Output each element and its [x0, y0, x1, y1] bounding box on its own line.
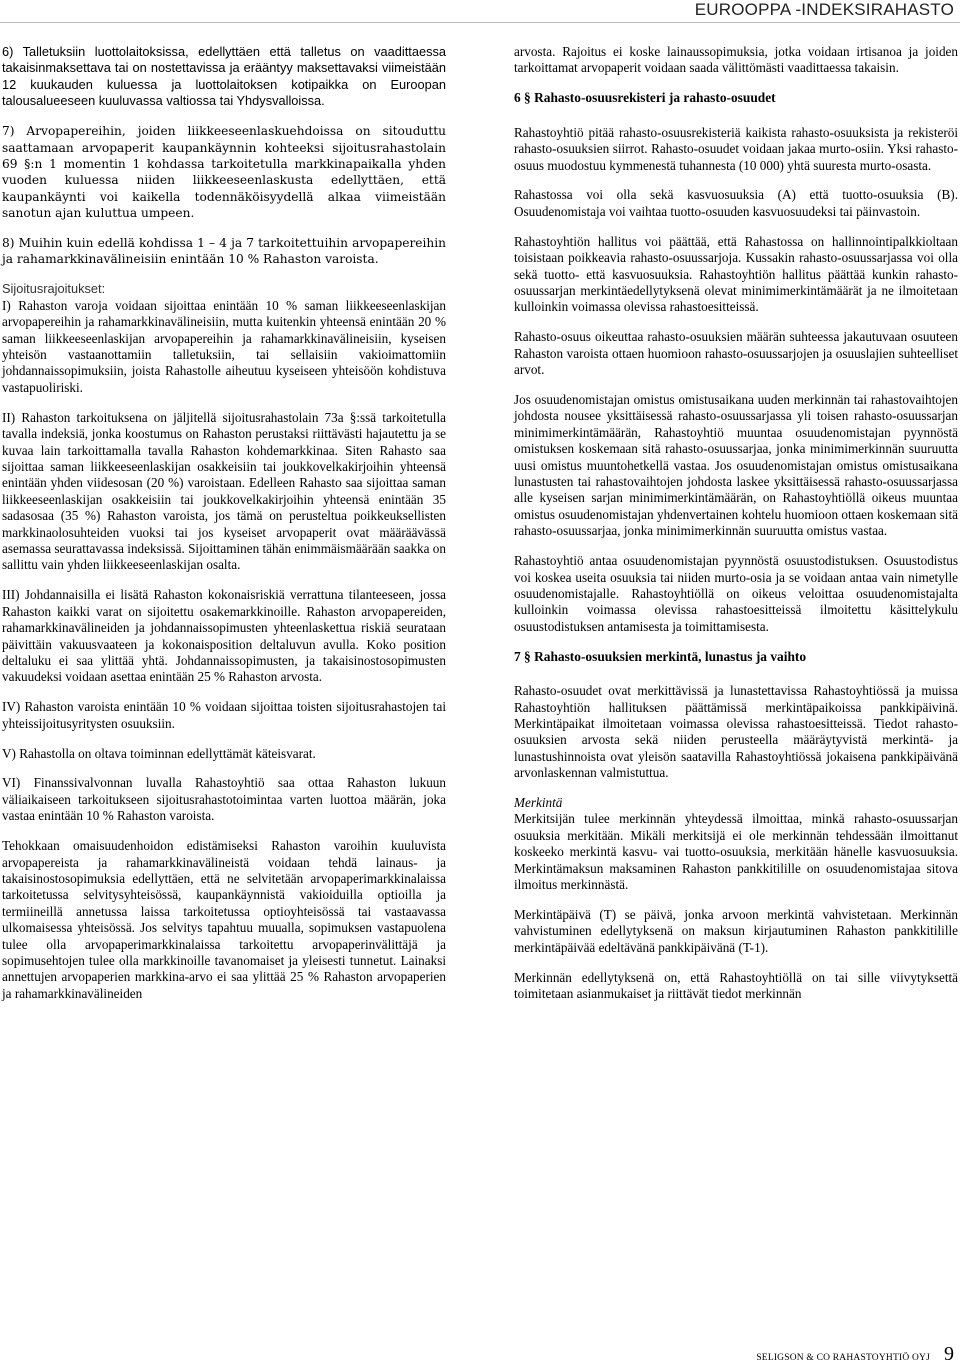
paragraph-restriction-1: I) Rahaston varoja voidaan sijoittaa enintään 10 % saman liikkeeseenlaskijan arvopapereihin ja rahamarkkinavälineisiin, mutta kuitenkin yhteensä enintään 20 % saman liikkeeseenlaskijan arvopapereihin ja rahamarkkinavälineisiin, kyseisen yhteisön vastaanottamiin talletuksiin, tai sellaisiin vakioimattomiin johdannaissopimuksiin, joista Rahastolle aiheutuu kyseiseen yhteisöön kohdistuva vastapuoliriski. — [2, 297, 446, 395]
paragraph-restriction-6: VI) Finanssivalvonnan luvalla Rahastoyhtiö saa ottaa Rahaston lukuun väliaikaiseen tarkoitukseen sijoitusrahastotoimintaa varten luottoa määrän, joka vastaa enintään 10 % Rahaston varoista. — [2, 775, 446, 824]
document-header-title: EUROOPPA -INDEKSIRAHASTO — [694, 0, 954, 19]
section-heading-7: 7 § Rahasto-osuuksien merkintä, lunastus ja vaihto — [514, 648, 807, 664]
subscription-subheading: Merkintä — [514, 795, 563, 811]
paragraph-restriction-2: II) Rahaston tarkoituksena on jäljitellä sijoitusrahastolain 73a §:ssä tarkoitetulla tavalla indeksiä, jonka koostumus on Rahaston perustaksi riittävästi hajautettu ja se kuvaa lain tarkoittamalla tavalla Rahaston kohdemarkkinaa. Siten Rahasto saa sijoittaa saman liikkeeseenlaskijan osakkeisiin tai joukkovelkakirjoihin yhteensä enintään yhden viidesosan (20 %) varoistaan. Edelleen Rahasto saa sijoittaa saman liikkeeseenlaskijan osakkeisiin tai joukkovelkakirjoihin yhteensä enintään 35 sadasosaa (35 %) Rahaston varoista, jos tämä on perusteltua poikkeuksellisten markkinaolosuhteiden vuoksi tai jos kyseiset arvopaperit ovat määräävässä asemassa seurattavassa indeksissä. Sijoittaminen tähän enimmäismäärään saakka on sallittu vain yhden liikkeeseenlaskijan osalta. — [2, 409, 446, 573]
paragraph-unit-series: Rahastoyhtiön hallitus voi päättää, että Rahastossa on hallinnointipalkkioltaan toisistaan poikkeavia rahasto-osuussarjoja. Kussakin rahasto-osuussarjassa voi olla sekä tuotto- että kasvuosuuksia. Rahastoyhtiön hallitus päättää kunkin rahasto-osuussarjan merkintäedellytyksenä olevat minimimerkintämäärät ja ne ilmoitetaan kulloinkin voimassa olevissa rahastoesitteissä. — [514, 233, 958, 315]
paragraph-lending-continued: arvosta. Rajoitus ei koske lainaussopimuksia, jotka voidaan irtisanoa ja joiden tarkoittamat arvopaperit voidaan saada välittömästi vaadittaessa takaisin. — [514, 44, 958, 76]
paragraph-subscription-notice: Merkitsijän tulee merkinnän yhteydessä ilmoittaa, minkä rahasto-osuussarjan osuuksia merkitään. Mikäli merkitsijä ei ole merkinnän tehdessään ilmoittanut koskeeko merkintä kasvu- vai tuotto-osuuksia, merkitään hänelle kasvuosuuksia. Merkintämaksun maksaminen Rahaston pankkitilille on osuudenomistajaa sitova ilmoitus merkinnästä. — [514, 811, 958, 893]
paragraph-item-8: 8) Muihin kuin edellä kohdissa 1 – 4 ja 7 tarkoitettuihin arvopapereihin ja rahamarkkinavälineisiin enintään 10 % Rahaston varoista. — [2, 236, 446, 267]
paragraph-register: Rahastoyhtiö pitää rahasto-osuusrekisteriä kaikista rahasto-osuuksista ja rekisteröi rahasto-osuuksien siirrot. Rahasto-osuudet voidaan jakaa murto-osiin. Yksi rahasto-osuus muodostuu kymmenestä tuhannesta (10 000) yhtä suuresta murto-osasta. — [514, 124, 958, 173]
investment-restrictions-subheading: Sijoitusrajoitukset: — [2, 281, 106, 297]
paragraph-restriction-5: V) Rahastolla on oltava toiminnan edellyttämät käteisvarat. — [2, 745, 316, 761]
paragraph-unit-certificate: Rahastoyhtiö antaa osuudenomistajan pyynnöstä osuustodistuksen. Osuustodistus voi koskea useita osuuksia tai niiden murto-osia ja se voidaan antaa vain nimetylle osuudenomistajalle. Rahastoyhtiöllä on oikeus veloittaa osuudenomistajalta kulloinkin voimassa olevissa rahastoesitteissä ilmoitettu käsittelykulu osuustodistuksen antamisesta ja toimittamisesta. — [514, 553, 958, 634]
section-heading-6: 6 § Rahasto-osuusrekisteri ja rahasto-osuudet — [514, 90, 776, 106]
paragraph-subscription-redemption: Rahasto-osuudet ovat merkittävissä ja lunastettavissa Rahastoyhtiössä ja muissa Rahastoyhtiön hallituksen päättämissä merkintäpaikoissa pankkipäivinä. Merkintäpaikat ilmoitetaan voimassa olevissa rahastoesitteissä. Tiedot rahasto-osuuksien arvosta sekä niiden perusteella määräytyvistä merkintä- ja lunastushinnoista ovat yleisön saatavilla Rahastoyhtiössä jokaisena pankkipäivänä arvonlaskennan valmistuttua. — [514, 683, 958, 781]
paragraph-unit-types: Rahastossa voi olla sekä kasvuosuuksia (A) että tuotto-osuuksia (B). Osuudenomistaja voi vaihtaa tuotto-osuuden kasvuosuudeksi tai päinvastoin. — [514, 187, 958, 219]
paragraph-item-6: 6) Talletuksiin luottolaitoksissa, edellyttäen että talletus on vaadittaessa takaisinmaksettava tai on nostettavissa ja erääntyy maksettavaksi viimeistään 12 kuukauden kuluessa ja luottolaitoksen kotipaikka on Euroopan talousalueeseen kuuluvassa valtiossa tai Yhdysvalloissa. — [2, 44, 446, 109]
right-column — [514, 44, 958, 1003]
paragraph-unit-entitlement: Rahasto-osuus oikeuttaa rahasto-osuuksien määrän suhteessa jakautuvaan osuuteen Rahaston varoista ottaen huomioon rahasto-osuussarjojen ja osuuslajien suhteelliset arvot. — [514, 329, 958, 378]
paragraph-series-conversion: Jos osuudenomistajan omistus omistusaikana uuden merkinnän tai rahastovaihtojen johdosta nousee yksittäisessä rahasto-osuussarjassa yli toisen rahasto-osuussarjan minimimerkintämäärän, Rahastoyhtiö muuntaa osuudenomistajan pyynnöstä omistuksen koskemaan sitä rahasto-osuussarjaa, jonka minimimerkinnän suuruutta uusi omistus muuntohetkellä vastaa. Jos osuudenomistajan omistus omistusaikana lunastusten tai rahastovaihtojen johdosta laskee yksittäisessä rahasto-osuussarjassa alle kyseisen sarjan minimimerkintämäärän, on Rahastoyhtiöllä oikeus muuntaa omistus osuudenomistajan yhdenvertainen kohtelu huomioon ottaen koskemaan sitä rahasto-osuussarjaa, jonka minimimerkinnän suuruutta omistus vastaa. — [514, 392, 958, 539]
header-divider — [0, 22, 960, 23]
paragraph-securities-lending: Tehokkaan omaisuudenhoidon edistämiseksi Rahaston varoihin kuuluvista arvopapereista ja rahamarkkinavälineistä voidaan tehdä lainaus- ja takaisinostosopimuksia edellyttäen, että ne selvitetään arvopaperimarkkinalaissa tarkoitetussa selvitysyhteisössä, kaupankäynnistä vakioiduilla optioilla ja termiineillä annetussa laissa tarkoitetussa optioyhteisössä tai vastaavassa ulkomaisessa yhteisössä. Jos selvitys tapahtuu muualla, sopimuksen vastapuolena tulee olla arvopaperimarkkinalaissa tarkoitettu arvopaperinvälittäjä ja sopimusehtojen tulee olla markkinoille tavanomaiset ja yleisesti tunnetut. Lainaksi annettujen arvopaperien markkina-arvo ei saa ylittää 25 % Rahaston arvopaperien ja rahamarkkinavälineiden — [2, 838, 446, 1001]
paragraph-subscription-requirements: Merkinnän edellytyksenä on, että Rahastoyhtiöllä on tai sille viivytyksettä toimitetaan asianmukaiset ja riittävät tiedot merkinnän — [514, 969, 958, 1002]
paragraph-restriction-3: III) Johdannaisilla ei lisätä Rahaston kokonaisriskiä verrattuna tilanteeseen, jossa Rahaston kaikki varat on sijoitettu osakemarkkinoille. Rahaston arvopapereiden, rahamarkkinavälineiden ja johdannaissopimusten yhteenlaskettua riskiä seurataan päivittäin vakuusvaateen ja kokonaisposition deltaluvun avulla. Koko position deltaluku ei saa ylittää yhtä. Johdannaissopimusten, ja takaisinostosopimusten vakuudeksi voidaan asettaa enintään 25 % Rahaston arvosta. — [2, 587, 446, 685]
paragraph-item-7: 7) Arvopapereihin, joiden liikkeeseenlaskuehdoissa on sitouduttu saattamaan arvopaperit kaupankäynnin kohteeksi sijoitusrahastolain 69 §:n 1 momentin 1 kohdassa tarkoitetulla markkinapaikalla yhden vuoden kuluessa niiden liikkeeseenlaskusta edellyttäen, että kaupankäynti voi kaikella todennäköisyydellä alkaa viimeistään sanotun ajan kuluttua umpeen. — [2, 124, 446, 221]
footer-company-name: SELIGSON & CO RAHASTOYHTIÖ OYJ — [756, 1353, 930, 1363]
paragraph-restriction-4: IV) Rahaston varoista enintään 10 % voidaan sijoittaa toisten sijoitusrahastojen tai yhteissijoitusyritysten osuuksiin. — [2, 699, 446, 731]
page-footer — [756, 1343, 954, 1366]
left-column — [2, 44, 446, 1002]
paragraph-subscription-date: Merkintäpäivä (T) se päivä, jonka arvoon merkintä vahvistetaan. Merkinnän vahvistuminen edellytyksenä on maksun kirjautuminen Rahaston pankkitilille merkintäpäivää edeltävänä pankkipäivänä (T-1). — [514, 906, 958, 955]
page-number: 9 — [944, 1343, 954, 1365]
